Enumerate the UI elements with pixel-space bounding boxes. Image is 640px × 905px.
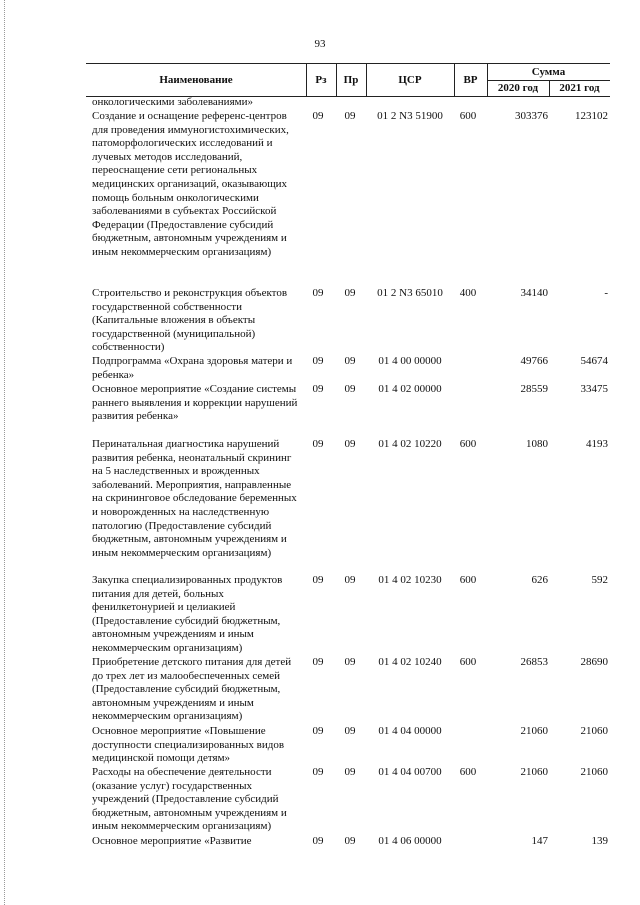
- table-row: [0, 438, 640, 574]
- row-sum-2021: 123102: [575, 110, 608, 122]
- table-row: [0, 656, 640, 725]
- row-rz: 09: [312, 383, 324, 395]
- row-sum-2021: 21060: [580, 725, 608, 737]
- row-csr: 01 2 N3 51900: [377, 110, 443, 122]
- row-sum-2020: 49766: [520, 355, 548, 367]
- table-row: [0, 287, 640, 355]
- row-vr: 400: [459, 287, 477, 299]
- header-rz: Рз: [315, 74, 327, 86]
- row-vr: 600: [459, 766, 477, 778]
- row-csr: 01 4 04 00000: [378, 725, 442, 737]
- row-csr: 01 4 04 00700: [378, 766, 442, 778]
- table-row: [0, 725, 640, 766]
- row-sum-2020: 21060: [520, 766, 548, 778]
- row-csr: 01 4 00 00000: [378, 355, 442, 367]
- row-rz: 09: [312, 287, 324, 299]
- row-name: Создание и оснащение референс-центров для проведения иммуногистохимических, патоморфологических исследований и лучевых методов исследований, переоснащение сети региональных медицинских организаций, оказывающих помощь больным онкологическими заболеваниями в субъектах Российской Федерации (Предоставление субсидий бюджетным, автономным учреждениям и иным некоммерческим организациям): [92, 110, 289, 258]
- row-vr: 600: [459, 656, 477, 668]
- row-pr: 09: [344, 355, 356, 367]
- table-row: [0, 110, 640, 287]
- row-pr: 09: [344, 574, 356, 586]
- row-sum-2021: 21060: [580, 766, 608, 778]
- header-year-2021: 2021 год: [559, 82, 600, 94]
- row-rz: 09: [312, 355, 324, 367]
- header-year-2020: 2020 год: [497, 82, 539, 94]
- row-rz: 09: [312, 725, 324, 737]
- row-csr: 01 4 06 00000: [378, 835, 442, 847]
- row-name: Перинатальная диагностика нарушений развития ребенка, неонатальный скрининг на 5 наследственных и врожденных заболеваний. Мероприятия, направленные на скрининговое обследование беременных и новорожденных на наследственную патологию (Предоставление субсидий бюджетным, автономным учреждениям и иным некоммерческим организациям): [92, 438, 297, 559]
- table-header: [86, 63, 610, 97]
- row-sum-2020: 26853: [520, 656, 548, 668]
- row-sum-2020: 626: [531, 574, 548, 586]
- row-name: Основное мероприятие «Развитие: [92, 835, 252, 847]
- row-pr: 09: [344, 766, 356, 778]
- table-body: [0, 96, 640, 849]
- row-sum-2020: 28559: [520, 383, 548, 395]
- row-name: Основное мероприятие «Повышение доступности специализированных видов медицинской помощи детям»: [92, 725, 285, 765]
- row-sum-2021: 4193: [586, 438, 608, 450]
- row-rz: 09: [312, 835, 324, 847]
- row-sum-2021: 139: [591, 835, 608, 847]
- row-csr: 01 4 02 00000: [378, 383, 442, 395]
- table-row: [0, 383, 640, 438]
- row-sum-2021: 54674: [580, 355, 608, 367]
- row-pr: 09: [344, 110, 356, 122]
- row-csr: 01 2 N3 65010: [377, 287, 443, 299]
- row-sum-2021: 28690: [580, 656, 608, 668]
- row-rz: 09: [312, 438, 324, 450]
- table-row: [0, 96, 640, 110]
- row-rz: 09: [312, 574, 324, 586]
- row-rz: 09: [312, 766, 324, 778]
- row-pr: 09: [344, 835, 356, 847]
- row-vr: 600: [459, 110, 477, 122]
- row-sum-2020: 1080: [526, 438, 548, 450]
- header-sum: Сумма: [531, 66, 566, 78]
- row-name: Основное мероприятие «Создание системы раннего выявления и коррекции нарушений развития ребенка»: [92, 383, 298, 423]
- row-rz: 09: [312, 110, 324, 122]
- row-vr: 600: [459, 438, 477, 450]
- row-pr: 09: [344, 383, 356, 395]
- header-csr: ЦСР: [398, 74, 422, 86]
- row-pr: 09: [344, 438, 356, 450]
- header-pr: Пр: [343, 74, 359, 86]
- row-pr: 09: [344, 287, 356, 299]
- row-sum-2020: 147: [531, 835, 548, 847]
- row-pr: 09: [344, 725, 356, 737]
- header-vr: ВР: [463, 74, 478, 86]
- row-sum-2020: 21060: [520, 725, 548, 737]
- row-sum-2021: 33475: [580, 383, 608, 395]
- row-name: Закупка специализированных продуктов питания для детей, больных фенилкетонурией и целиакией (Предоставление субсидий бюджетным, автономным учреждениям и иным некоммерческим организациям): [92, 574, 283, 654]
- header-name: Наименование: [159, 74, 233, 86]
- row-name: Расходы на обеспечение деятельности (оказание услуг) государственных учреждений (Предоставление субсидий бюджетным, автономным учреждениям и иным некоммерческим организациям): [92, 766, 287, 833]
- row-pr: 09: [344, 656, 356, 668]
- row-csr: 01 4 02 10220: [378, 438, 442, 450]
- table-row: [0, 766, 640, 835]
- row-name: онкологическими заболеваниями»: [92, 96, 253, 108]
- row-vr: 600: [459, 574, 477, 586]
- row-sum-2020: 303376: [515, 110, 548, 122]
- row-sum-2020: 34140: [520, 287, 548, 299]
- row-sum-2021: -: [604, 287, 608, 299]
- table-row: [0, 835, 640, 849]
- row-csr: 01 4 02 10240: [378, 656, 442, 668]
- row-sum-2021: 592: [591, 574, 608, 586]
- row-csr: 01 4 02 10230: [378, 574, 442, 586]
- table-row: [0, 355, 640, 383]
- row-name: Подпрограмма «Охрана здоровья матери и ребенка»: [92, 355, 293, 381]
- table-row: [0, 574, 640, 656]
- row-name: Строительство и реконструкция объектов государственной собственности (Капитальные вложения в объекты государственной (муниципальной) собственности): [92, 287, 288, 354]
- row-name: Приобретение детского питания для детей до трех лет из малообеспеченных семей (Предоставление субсидий бюджетным, автономным учреждениям и иным некоммерческим организациям): [92, 656, 292, 723]
- page-number: 93: [314, 38, 326, 50]
- row-rz: 09: [312, 656, 324, 668]
